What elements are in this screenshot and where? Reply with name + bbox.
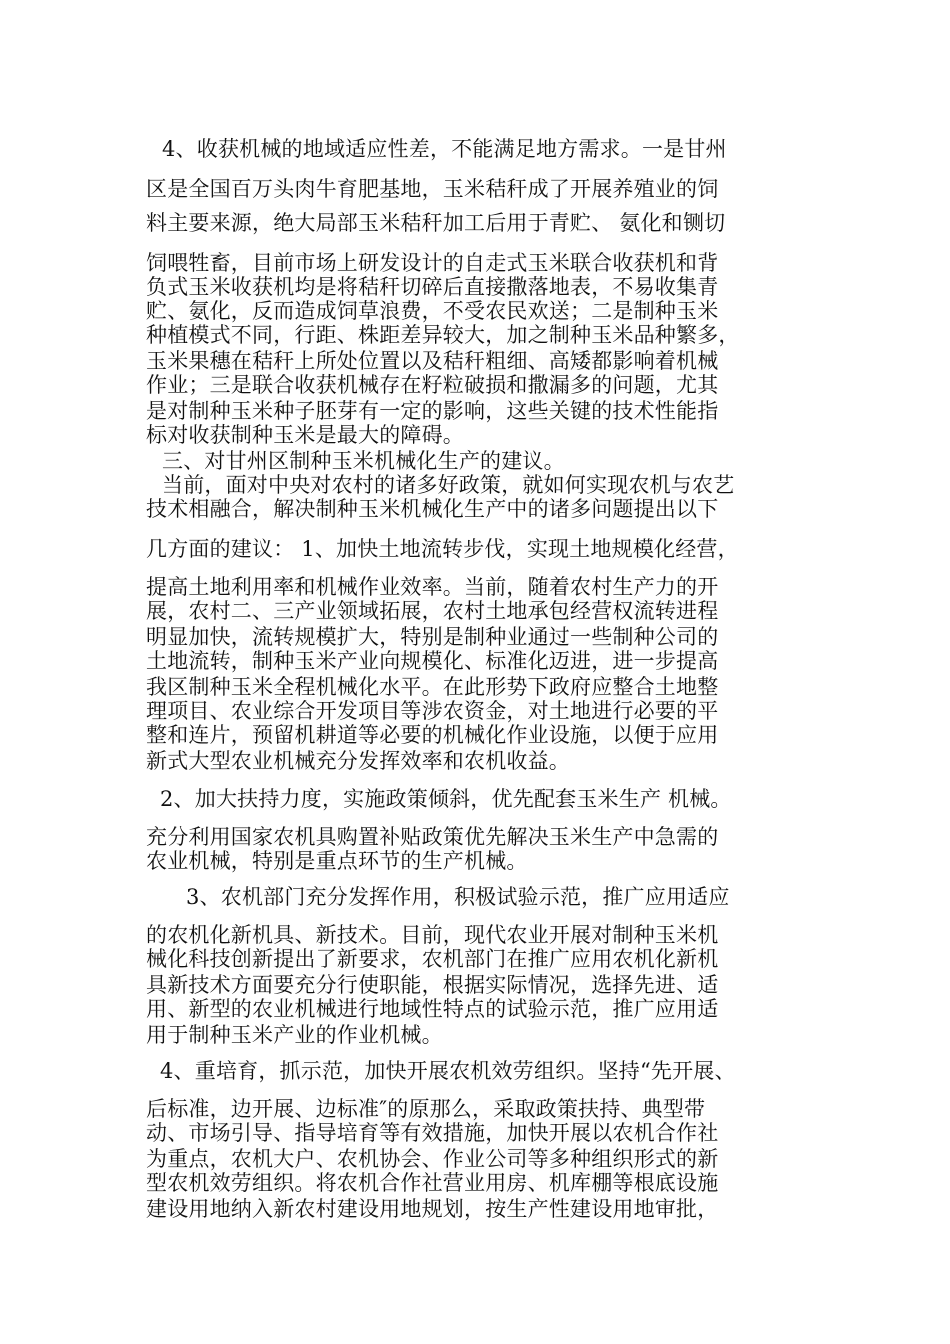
text-line: 展，农村二、三产业领域拓展，农村土地承包经营权流转进程 [146, 599, 719, 623]
text-line: 贮、氨化，反而造成饲草浪费，不受农民欢送；二是制种玉米 [146, 299, 719, 323]
text-line: 我区制种玉米全程机械化水平。在此形势下政府应整合土地整 [146, 675, 719, 699]
text-line: 2、加大扶持力度，实施政策倾斜，优先配套玉米生产 机械。 [160, 787, 732, 811]
text-line: 饲喂牲畜，目前市场上研发设计的自走式玉米联合收获机和背 [146, 251, 719, 275]
text-line: 玉米果穗在秸秆上所处位置以及秸秆粗细、高矮都影响着机械 [146, 349, 719, 373]
text-line: 是对制种玉米种子胚芽有一定的影响，这些关键的技术性能指 [146, 399, 719, 423]
text-line: 的农机化新机具、新技术。目前，现代农业开展对制种玉米机 [146, 923, 719, 947]
text-line: 作业；三是联合收获机械存在籽粒破损和撒漏多的问题，尤其 [146, 373, 719, 397]
text-line: 标对收获制种玉米是最大的障碍。 [146, 423, 464, 447]
text-line: 后标准，边开展、边标准″的原那么，采取政策扶持、典型带 [146, 1097, 706, 1121]
text-line: 具新技术方面要充分行使职能，根据实际情况，选择先进、适 [146, 973, 719, 997]
text-line: 新式大型农业机械充分发挥效率和农机收益。 [146, 749, 570, 773]
text-line: 整和连片，预留机耕道等必要的机械化作业设施，以便于应用 [146, 723, 719, 747]
text-line: 农业机械，特别是重点环节的生产机械。 [146, 849, 528, 873]
text-line: 提高土地利用率和机械作业效率。当前，随着农村生产力的开 [146, 575, 719, 599]
text-line: 土地流转，制种玉米产业向规模化、标准化迈进，进一步提高 [146, 649, 719, 673]
text-line: 区是全国百万头肉牛育肥基地，玉米秸秆成了开展养殖业的饲 [146, 177, 719, 201]
text-line: 动、市场引导、指导培育等有效措施，加快开展以农机合作社 [146, 1121, 719, 1145]
text-line: 用于制种玉米产业的作业机械。 [146, 1023, 443, 1047]
text-line: 3、农机部门充分发挥作用，积极试验示范，推广应用适应 [186, 885, 730, 909]
text-line: 明显加快，流转规模扩大，特别是制种业通过一些制种公司的 [146, 625, 719, 649]
text-line: 建设用地纳入新农村建设用地规划，按生产性建设用地审批， [146, 1197, 719, 1221]
text-line: 负式玉米收获机均是将秸秆切碎后直接撒落地表，不易收集青 [146, 275, 719, 299]
text-line: 理项目、农业综合开发项目等涉农资金，对土地进行必要的平 [146, 699, 719, 723]
text-line: 型农机效劳组织。将农机合作社营业用房、机库棚等根底设施 [146, 1171, 719, 1195]
text-line: 几方面的建议： 1、加快土地流转步伐，实现土地规模化经营， [146, 537, 739, 561]
text-line: 充分利用国家农机具购置补贴政策优先解决玉米生产中急需的 [146, 825, 719, 849]
text-line: 4、重培育，抓示范，加快开展农机效劳组织。坚持“先开展、 [160, 1059, 736, 1083]
text-line: 技术相融合，解决制种玉米机械化生产中的诸多问题提出以下 [146, 497, 719, 521]
text-line: 械化科技创新提出了新要求，农机部门在推广应用农机化新机 [146, 947, 719, 971]
text-line: 当前，面对中央对农村的诸多好政策，就如何实现农机与农艺 [162, 473, 735, 497]
text-line: 为重点，农机大户、农机协会、作业公司等多种组织形式的新 [146, 1147, 719, 1171]
section-heading: 三、对甘州区制种玉米机械化生产的建议。 [162, 449, 565, 473]
text-line: 种植模式不同，行距、株距差异较大，加之制种玉米品种繁多， [146, 323, 740, 347]
text-line: 用、新型的农业机械进行地域性特点的试验示范，推广应用适 [146, 997, 719, 1021]
text-line: 4、收获机械的地域适应性差，不能满足地方需求。一是甘州 [162, 137, 727, 161]
text-line: 料主要来源，绝大局部玉米秸秆加工后用于青贮、 氨化和铡切 [146, 211, 726, 235]
